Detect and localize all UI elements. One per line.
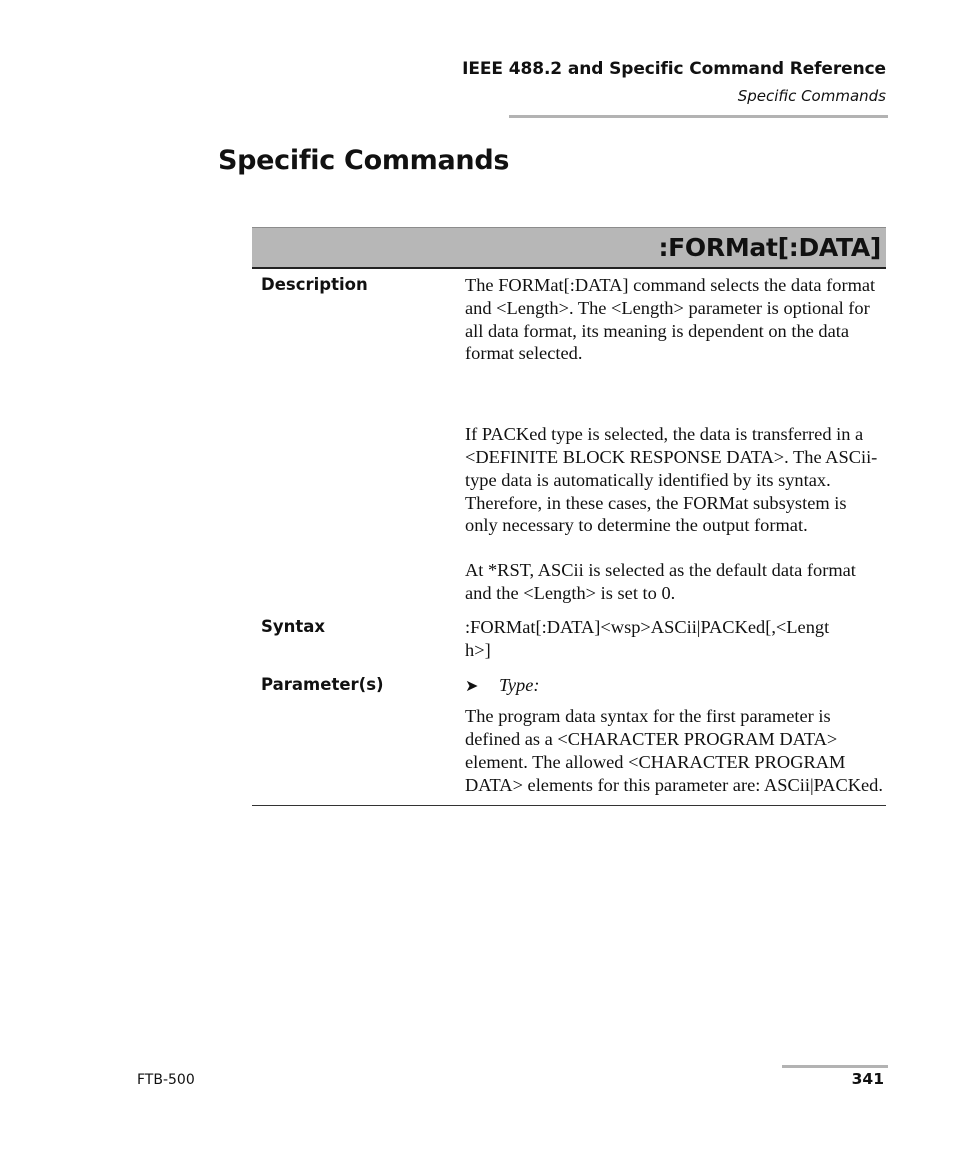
parameter-type-label: Type: <box>499 675 540 696</box>
arrow-bullet-icon: ➤ <box>465 676 479 696</box>
description-paragraph: At *RST, ASCii is selected as the default data format and the <Length> is set to 0. <box>465 560 856 603</box>
chapter-title: IEEE 488.2 and Specific Command Reference <box>462 59 886 79</box>
parameter-bullet <box>465 674 883 698</box>
command-table <box>252 227 886 806</box>
parameters-row <box>252 674 886 796</box>
syntax-row <box>252 616 886 662</box>
table-bottom-rule <box>252 805 886 806</box>
parameters-label: Parameter(s) <box>261 675 384 695</box>
parameter-description: The program data syntax for the first parameter is defined as a <CHARACTER PROGRAM DATA> element. The allowed <CHARACTER PROGRAM DATA> elements for this parameter are: ASCii|PACKed. <box>465 706 883 795</box>
description-paragraph: If PACKed type is selected, the data is transferred in a <DEFINITE BLOCK RESPONSE DATA>. The ASCii-type data is automatically identified by its syntax. Therefore, in these cases, the FORMat subsystem is only necessary to determine the output format. <box>465 424 878 536</box>
syntax-label: Syntax <box>261 616 326 636</box>
description-label: Description <box>261 275 368 294</box>
description-paragraph: The FORMat[:DATA] command selects the data format and <Length>. The <Length> parameter is optional for all data format, its meaning is dependent on the data format selected. <box>465 275 876 364</box>
description-row <box>252 269 886 605</box>
command-header <box>252 227 886 269</box>
syntax-line: h>] <box>465 639 491 660</box>
section-title: Specific Commands <box>737 87 886 105</box>
footer-rule <box>782 1065 888 1068</box>
header-rule <box>509 115 888 118</box>
syntax-body <box>465 616 883 662</box>
command-name: :FORMat[:DATA] <box>658 233 881 262</box>
running-header <box>462 58 886 106</box>
page-number: 341 <box>851 1070 884 1088</box>
parameters-body <box>465 674 883 796</box>
syntax-line: :FORMat[:DATA]<wsp>ASCii|PACKed[,<Lengt <box>465 616 830 637</box>
description-body <box>465 274 883 605</box>
footer-product: FTB-500 <box>137 1072 195 1088</box>
page-title: Specific Commands <box>218 145 510 176</box>
